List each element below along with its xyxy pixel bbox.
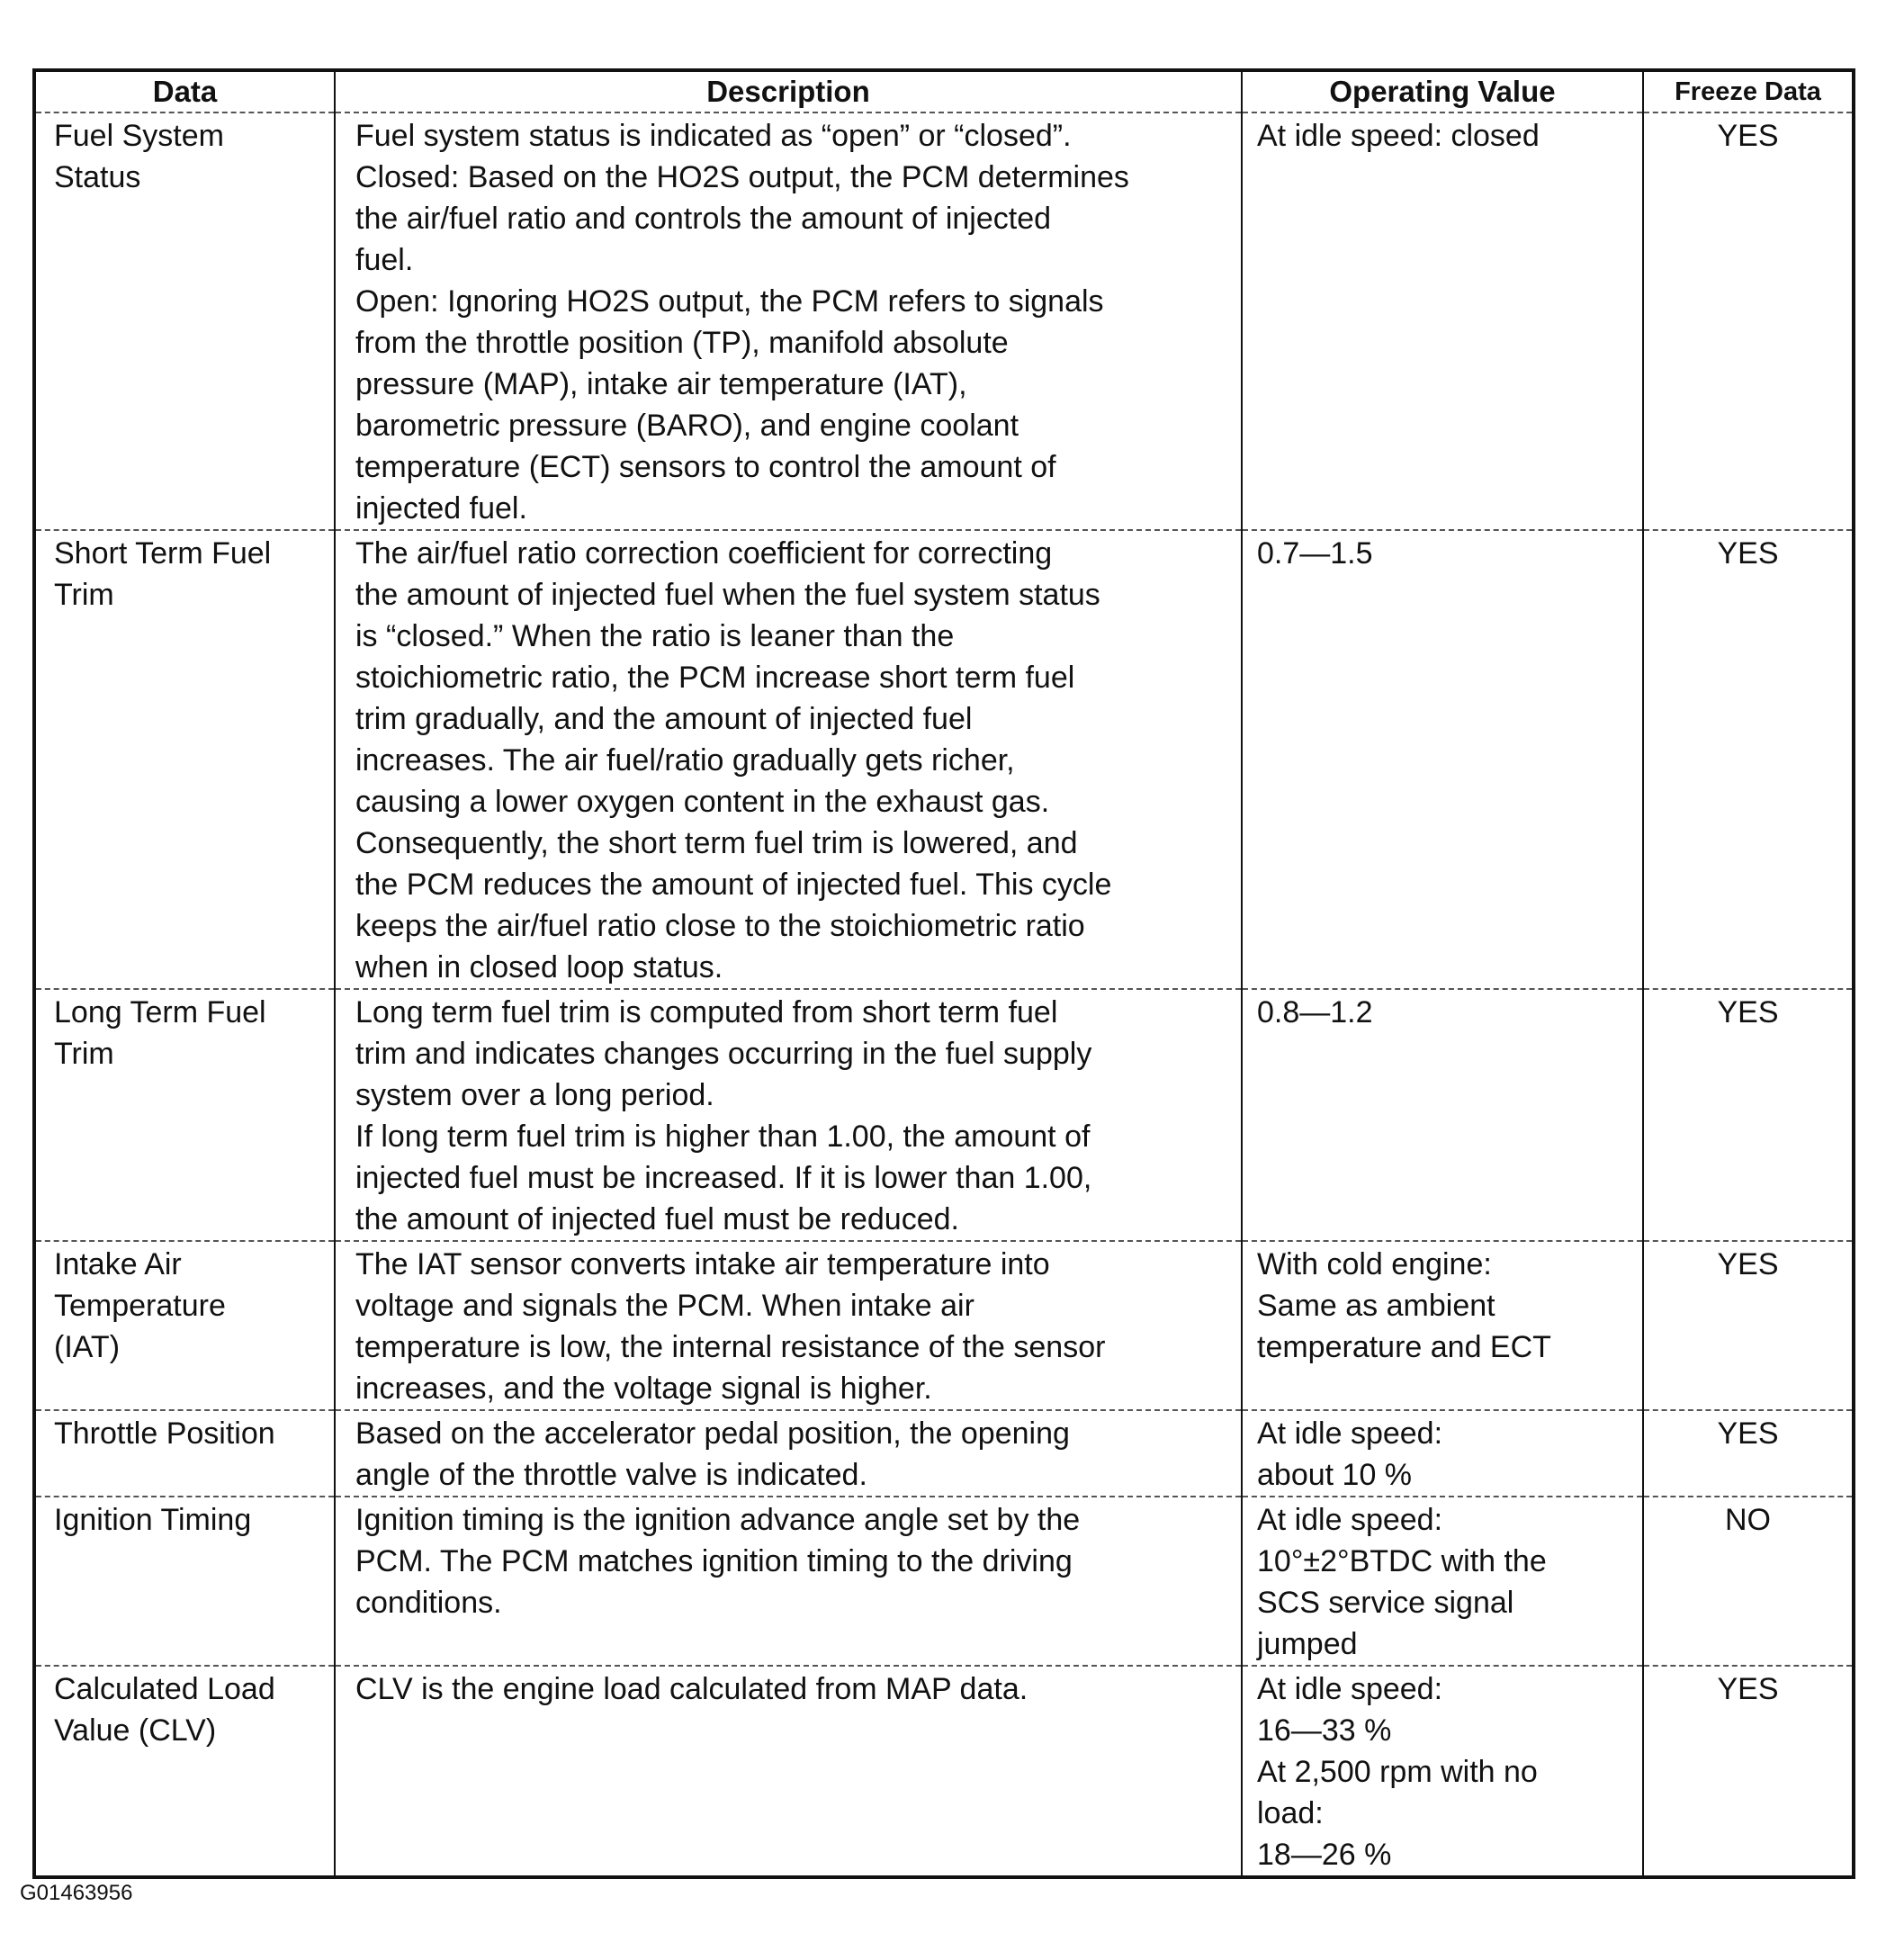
description-cell xyxy=(335,112,1242,530)
description-line: system over a long period. xyxy=(355,1078,714,1112)
description-line: trim and indicates changes occurring in the fuel supply xyxy=(355,1037,1092,1071)
operating-value-line: temperature and ECT xyxy=(1257,1330,1551,1364)
description-line: the air/fuel ratio and controls the amount of injected xyxy=(355,202,1052,236)
description-line: The IAT sensor converts intake air temperature into xyxy=(355,1247,1050,1281)
description-cell xyxy=(335,1241,1242,1410)
description-line: Fuel system status is indicated as “open” or “closed”. xyxy=(355,119,1072,153)
description-line: barometric pressure (BARO), and engine coolant xyxy=(355,409,1019,443)
freeze-data-cell: NO xyxy=(1643,1497,1854,1666)
data-line: (IAT) xyxy=(54,1330,121,1364)
description-line: Long term fuel trim is computed from short term fuel xyxy=(355,995,1058,1029)
operating-value-line: 18—26 % xyxy=(1257,1838,1392,1872)
description-line: increases, and the voltage signal is higher. xyxy=(355,1371,932,1406)
table-row xyxy=(34,1497,1854,1666)
description-line: stoichiometric ratio, the PCM increase short term fuel xyxy=(355,661,1075,695)
description-line: fuel. xyxy=(355,243,414,277)
data-table xyxy=(32,68,1855,1879)
operating-value-cell xyxy=(1242,1410,1643,1497)
data-line: Throttle Position xyxy=(54,1416,275,1451)
description-line: increases. The air fuel/ratio gradually gets richer, xyxy=(355,743,1015,778)
data-cell xyxy=(34,1241,335,1410)
data-line: Intake Air xyxy=(54,1247,182,1281)
description-line: keeps the air/fuel ratio close to the stoichiometric ratio xyxy=(355,909,1085,943)
data-line: Short Term Fuel xyxy=(54,536,272,571)
description-line: pressure (MAP), intake air temperature (IAT), xyxy=(355,367,967,401)
description-line: PCM. The PCM matches ignition timing to the driving xyxy=(355,1544,1073,1578)
operating-value-line: At idle speed: xyxy=(1257,1503,1443,1537)
data-line: Trim xyxy=(54,1037,114,1071)
data-cell xyxy=(34,112,335,530)
description-line: Based on the accelerator pedal position, the opening xyxy=(355,1416,1070,1451)
data-line: Fuel System xyxy=(54,119,224,153)
description-cell xyxy=(335,1666,1242,1877)
description-line: the amount of injected fuel must be reduced. xyxy=(355,1202,959,1236)
data-cell xyxy=(34,1497,335,1666)
description-line: Open: Ignoring HO2S output, the PCM refers to signals xyxy=(355,284,1104,319)
description-line: injected fuel must be increased. If it is lower than 1.00, xyxy=(355,1161,1092,1195)
description-line: causing a lower oxygen content in the exhaust gas. xyxy=(355,785,1050,819)
freeze-data-cell: YES xyxy=(1643,989,1854,1241)
operating-value-line: 10°±2°BTDC with the xyxy=(1257,1544,1547,1578)
data-cell xyxy=(34,530,335,989)
operating-value-cell xyxy=(1242,112,1643,530)
operating-value-line: about 10 % xyxy=(1257,1458,1413,1492)
description-line: trim gradually, and the amount of injected fuel xyxy=(355,702,973,736)
table-row xyxy=(34,1410,1854,1497)
data-cell xyxy=(34,1410,335,1497)
description-line: voltage and signals the PCM. When intake air xyxy=(355,1289,974,1323)
data-line: Temperature xyxy=(54,1289,226,1323)
table-row xyxy=(34,112,1854,530)
description-line: CLV is the engine load calculated from MAP data. xyxy=(355,1672,1028,1706)
description-cell xyxy=(335,530,1242,989)
operating-value-line: Same as ambient xyxy=(1257,1289,1495,1323)
table-body xyxy=(34,112,1854,1877)
description-line: the amount of injected fuel when the fuel system status xyxy=(355,578,1100,612)
description-line: If long term fuel trim is higher than 1.00, the amount of xyxy=(355,1119,1091,1154)
figure-id: G01463956 xyxy=(20,1881,133,1905)
table-header-row xyxy=(34,70,1854,112)
description-line: Closed: Based on the HO2S output, the PCM determines xyxy=(355,160,1129,194)
operating-value-cell xyxy=(1242,530,1643,989)
description-line: is “closed.” When the ratio is leaner than the xyxy=(355,619,955,653)
description-line: the PCM reduces the amount of injected fuel. This cycle xyxy=(355,868,1112,902)
operating-value-cell xyxy=(1242,989,1643,1241)
description-line: when in closed loop status. xyxy=(355,950,723,984)
header-operating-value: Operating Value xyxy=(1242,70,1643,112)
description-line: The air/fuel ratio correction coefficient for correcting xyxy=(355,536,1053,571)
operating-value-line: 0.7—1.5 xyxy=(1257,536,1373,571)
freeze-data-cell: YES xyxy=(1643,1666,1854,1877)
data-line: Calculated Load xyxy=(54,1672,275,1706)
description-cell xyxy=(335,1497,1242,1666)
table-row xyxy=(34,1241,1854,1410)
description-line: injected fuel. xyxy=(355,491,527,526)
table-row xyxy=(34,989,1854,1241)
operating-value-line: At idle speed: xyxy=(1257,1672,1443,1706)
operating-value-line: jumped xyxy=(1257,1627,1358,1661)
description-line: temperature is low, the internal resistance of the sensor xyxy=(355,1330,1106,1364)
operating-value-line: At idle speed: closed xyxy=(1257,119,1540,153)
description-line: angle of the throttle valve is indicated. xyxy=(355,1458,867,1492)
freeze-data-cell: YES xyxy=(1643,530,1854,989)
data-line: Trim xyxy=(54,578,114,612)
description-line: from the throttle position (TP), manifold absolute xyxy=(355,326,1009,360)
operating-value-line: 0.8—1.2 xyxy=(1257,995,1373,1029)
operating-value-line: At idle speed: xyxy=(1257,1416,1443,1451)
header-freeze-data: Freeze Data xyxy=(1643,70,1854,112)
data-cell xyxy=(34,1666,335,1877)
freeze-data-cell: YES xyxy=(1643,112,1854,530)
operating-value-line: With cold engine: xyxy=(1257,1247,1492,1281)
data-line: Value (CLV) xyxy=(54,1713,217,1748)
data-line: Status xyxy=(54,160,141,194)
operating-value-line: SCS service signal xyxy=(1257,1586,1514,1620)
description-line: temperature (ECT) sensors to control the amount of xyxy=(355,450,1056,484)
description-line: conditions. xyxy=(355,1586,502,1620)
operating-value-line: 16—33 % xyxy=(1257,1713,1392,1748)
operating-value-cell xyxy=(1242,1497,1643,1666)
data-line: Long Term Fuel xyxy=(54,995,266,1029)
description-line: Ignition timing is the ignition advance angle set by the xyxy=(355,1503,1081,1537)
table-row xyxy=(34,530,1854,989)
operating-value-cell xyxy=(1242,1241,1643,1410)
description-cell xyxy=(335,989,1242,1241)
header-description: Description xyxy=(335,70,1242,112)
operating-value-cell xyxy=(1242,1666,1643,1877)
freeze-data-cell: YES xyxy=(1643,1410,1854,1497)
freeze-data-cell: YES xyxy=(1643,1241,1854,1410)
data-cell xyxy=(34,989,335,1241)
description-line: Consequently, the short term fuel trim is lowered, and xyxy=(355,826,1078,860)
table-row xyxy=(34,1666,1854,1877)
header-data: Data xyxy=(34,70,335,112)
operating-value-line: At 2,500 rpm with no xyxy=(1257,1755,1538,1789)
description-cell xyxy=(335,1410,1242,1497)
operating-value-line: load: xyxy=(1257,1796,1324,1830)
data-line: Ignition Timing xyxy=(54,1503,252,1537)
